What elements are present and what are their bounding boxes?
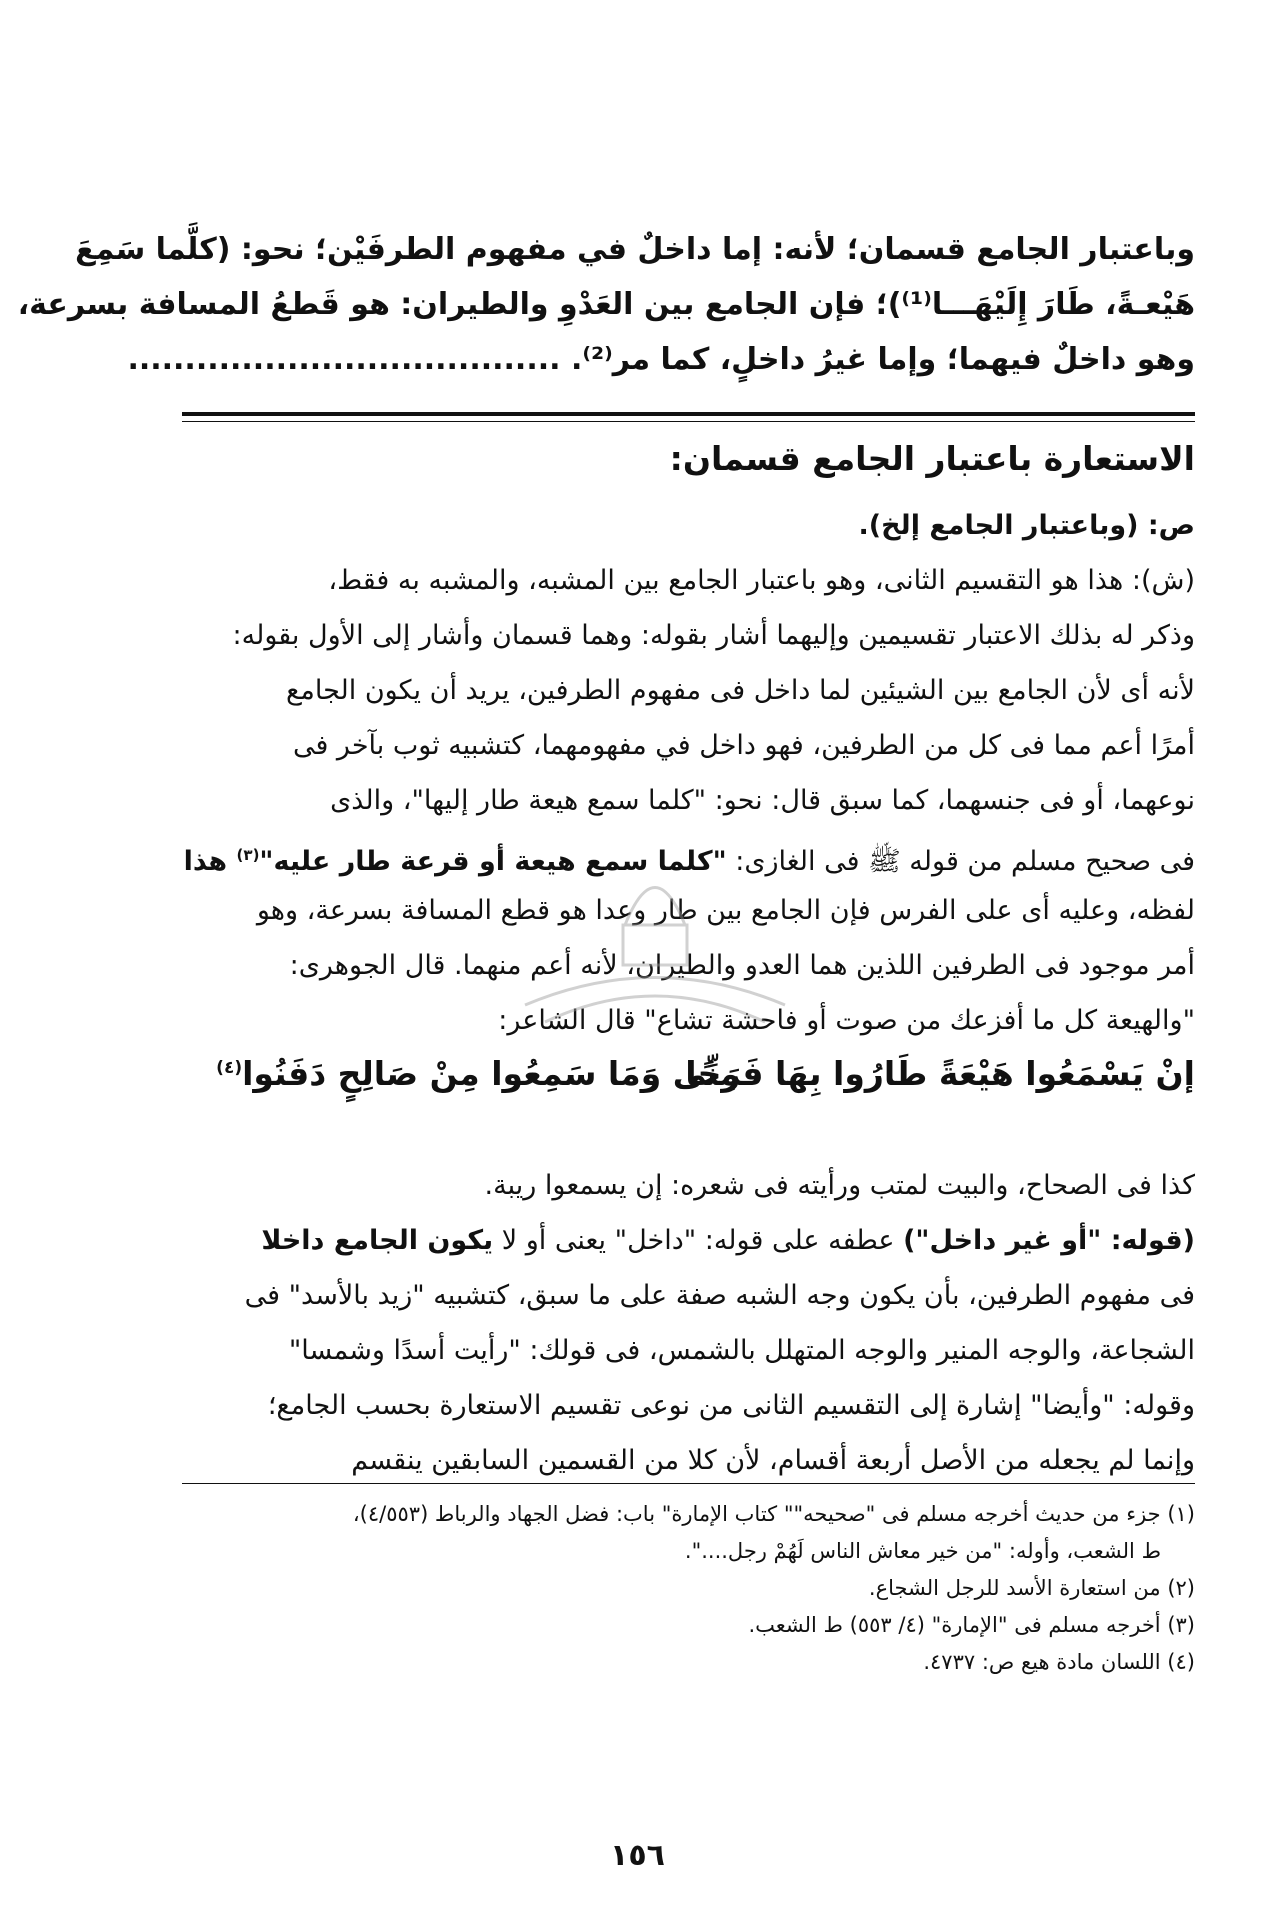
- footnote: (٢) من استعارة الأسد للرجل الشجاع.: [868, 1576, 1195, 1600]
- footnote-ref: (٣): [236, 846, 260, 864]
- commentary-line: وإنما لم يجعله من الأصل أربعة أقسام، لأن كلا من القسمين السابقين ينقسم: [351, 1445, 1195, 1476]
- qawluhu-line: [182, 1213, 1195, 1268]
- commentary-line: نوعهما، أو فى جنسهما، كما سبق قال: نحو: "كلما سمع هيعة طار إليها"، والذى: [330, 785, 1195, 816]
- commentary-line: (ش): هذا هو التقسيم الثانى، وهو باعتبار الجامع بين المشبه، والمشبه به فقط،: [328, 565, 1195, 596]
- footnote-ref: (٤): [216, 1058, 243, 1078]
- footnotes: [182, 1496, 1195, 1681]
- footnote: (١) جزء من حديث أخرجه مسلم فى "صحيحه"" كتاب الإمارة" باب: فضل الجهاد والرباط (٤/٥٥٣)،: [352, 1502, 1195, 1526]
- verse-second-text: مِنِّى وَمَا سَمِعُوا مِنْ صَالِحٍ دَفَنُوا: [242, 1054, 740, 1093]
- commentary-line: فى مفهوم الطرفين، بأن يكون وجه الشبه صفة على ما سبق، كتشبيه "زيد بالأسد" فى: [244, 1280, 1195, 1311]
- footnote-continuation: ط الشعب، وأوله: "من خير معاش الناس لَهُمْ رجل....".: [684, 1539, 1161, 1563]
- footnote: (٣) أخرجه مسلم فى "الإمارة" (٤/ ٥٥٣) ط الشعب.: [748, 1613, 1195, 1637]
- hadith-quote: "كلما سمع هيعة أو قرعة طار عليه": [259, 846, 727, 877]
- matn-line: وهو داخلٌ فيهما؛ وإما غيرُ داخلٍ، كما مر⁽²⁾. ......................................: [127, 342, 1195, 377]
- section-heading: الاستعارة باعتبار الجامع قسمان:: [669, 439, 1195, 478]
- commentary-line: ص: (وباعتبار الجامع إلخ).: [858, 510, 1195, 541]
- commentary-line: لفظه، وعليه أى على الفرس فإن الجامع بين طار وعدا هو قطع المسافة بسرعة، وهو: [256, 895, 1195, 926]
- qawluhu-label: (قوله: "أو غير داخل"): [903, 1225, 1195, 1256]
- poetry-verse: [182, 1048, 1195, 1108]
- commentary-text-continued: [182, 1158, 1195, 1488]
- matn-text: [17, 222, 1195, 387]
- commentary-text: [182, 498, 1195, 1048]
- hadith-line: [182, 828, 1195, 883]
- matn-line: هَيْعـةً، طَارَ إِلَيْهَـــا⁽¹⁾)؛ فإن الجامع بين العَدْوِ والطيران: هو قَطعُ المسافة بسرعة،: [17, 287, 1195, 322]
- commentary-line: لأنه أى لأن الجامع بين الشيئين لما داخل فى مفهوم الطرفين، يريد أن يكون الجامع: [286, 675, 1195, 706]
- commentary-line: وذكر له بذلك الاعتبار تقسيمين وإليهما أشار بقوله: وهما قسمان وأشار إلى الأول بقوله:: [232, 620, 1195, 651]
- section-divider-thin: [182, 421, 1195, 422]
- commentary-line: الشجاعة، والوجه المنير والوجه المتهلل بالشمس، فى قولك: "رأيت أسدًا وشمسا": [288, 1335, 1195, 1366]
- page-number: ١٥٦: [610, 1838, 665, 1873]
- commentary-line: أمر موجود فى الطرفين اللذين هما العدو والطيران، لأنه أعم منهما. قال الجوهرى:: [289, 950, 1195, 981]
- qawluhu-text: عطفه على قوله: "داخل" يعنى أو لا: [493, 1225, 904, 1256]
- section-divider-thick: [182, 412, 1195, 416]
- commentary-line: كذا فى الصحاح، والبيت لمتب ورأيته فى شعره: إن يسمعوا ريبة.: [484, 1170, 1195, 1201]
- hadith-intro: فى صحيح مسلم من قوله ﷺ فى الغازى:: [726, 846, 1195, 877]
- verse-first-hemistich: إنْ يَسْمَعُوا هَيْعَةً طَارُوا بِهَا فَرَحًا: [685, 1054, 1195, 1093]
- commentary-line: "والهيعة كل ما أفزعك من صوت أو فاحشة تشاع" قال الشاعر:: [498, 1005, 1195, 1036]
- hadith-tail: هذا: [183, 846, 237, 877]
- commentary-line: وقوله: "وأيضا" إشارة إلى التقسيم الثانى من نوعى تقسيم الاستعارة بحسب الجامع؛: [267, 1390, 1195, 1421]
- commentary-line: أمرًا أعم مما فى كل من الطرفين، فهو داخل في مفهومهما، كتشبيه ثوب بآخر فى: [292, 730, 1195, 761]
- matn-line: وباعتبار الجامع قسمان؛ لأنه: إما داخلٌ في مفهوم الطرفَيْن؛ نحو: (كلَّما سَمِعَ: [75, 232, 1195, 267]
- footnote: (٤) اللسان مادة هيع ص: ٤٧٣٧.: [923, 1650, 1195, 1674]
- footnote-divider: [182, 1483, 1195, 1484]
- qawluhu-bold-tail: يكون الجامع داخلا: [261, 1225, 494, 1256]
- verse-second-hemistich: [216, 1054, 740, 1093]
